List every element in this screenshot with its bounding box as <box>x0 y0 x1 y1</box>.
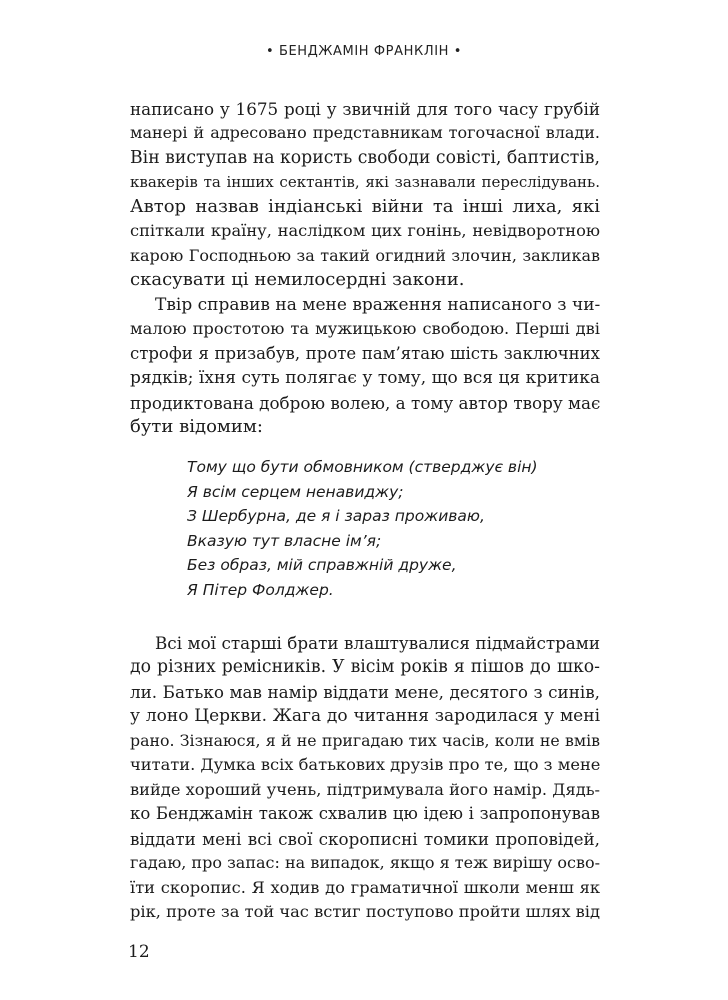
text-line: Всі мої старші брати влаштувалися підмайстрами <box>155 633 600 653</box>
text-line: написано у 1675 році у звичній для того часу грубій <box>130 99 600 119</box>
verse-line: Тому що бути обмовником (стверджує він) <box>187 458 538 476</box>
text-line: вийде хороший учень, підтримувала його намір. Дядь- <box>130 780 601 799</box>
text-line: Твір справив на мене враження написаного з чи- <box>155 295 601 315</box>
page-number: 12 <box>128 942 150 962</box>
text-line: читати. Думка всіх батькових друзів про те, що з мене <box>130 755 601 774</box>
text-line: рік, проте за той час встиг поступово пройти шлях від <box>130 902 600 921</box>
text-line: віддати мені всі свої скорописні томики проповідей, <box>130 829 600 849</box>
text-line: карою Господньою за такий огидний злочин, закликав <box>130 246 600 265</box>
verse-line: Без образ, мій справжній друже, <box>187 556 457 574</box>
text-line: рано. Зізнаюся, я й не пригадаю тих часів, коли не вмів <box>130 731 600 750</box>
text-line: манері й адресовано представникам тогочасної влади. <box>130 123 600 142</box>
text-line: квакерів та інших сектантів, які зазнавали переслідувань. <box>130 173 600 191</box>
verse-line: Я Пітер Фолджер. <box>187 581 334 599</box>
running-header: • БЕНДЖАМІН ФРАНКЛІН • <box>265 44 463 59</box>
text-line: строфи я призабув, проте пам’ятаю шість заключних <box>130 344 600 363</box>
text-line: спіткали країну, наслідком цих гонінь, невідворотною <box>130 221 600 240</box>
text-line: бути відомим: <box>130 416 263 437</box>
text-line: у лоно Церкви. Жага до читання зародилася у мені <box>130 706 600 726</box>
text-line: гадаю, про запас: на випадок, якщо я теж вирішу осво- <box>130 853 600 872</box>
text-line: до різних ремісників. У вісім років я пішов до шко- <box>130 657 600 677</box>
text-line: малою простотою та мужицькою свободою. Перші дві <box>130 319 600 338</box>
verse-line: Я всім серцем ненавиджу; <box>187 483 404 501</box>
text-line: скасувати ці немилосердні закони. <box>130 269 465 290</box>
verse-line: З Шербурна, де я і зараз проживаю, <box>187 507 485 525</box>
text-line: ли. Батько мав намір віддати мене, десятого з синів, <box>130 682 600 702</box>
text-line: їти скоропис. Я ходив до граматичної школи менш як <box>130 878 600 897</box>
text-line: ко Бенджамін також схвалив цю ідею і запропонував <box>130 804 600 823</box>
text-line: Автор назвав індіанські війни та інші лиха, які <box>130 196 600 217</box>
verse-line: Вказую тут власне ім’я; <box>187 532 382 550</box>
text-line: продиктована доброю волею, а тому автор твору має <box>130 393 601 413</box>
text-line: Він виступав на користь свободи совісті, баптистів, <box>130 148 600 168</box>
text-line: рядків; їхня суть полягає у тому, що вся ця критика <box>130 368 600 388</box>
